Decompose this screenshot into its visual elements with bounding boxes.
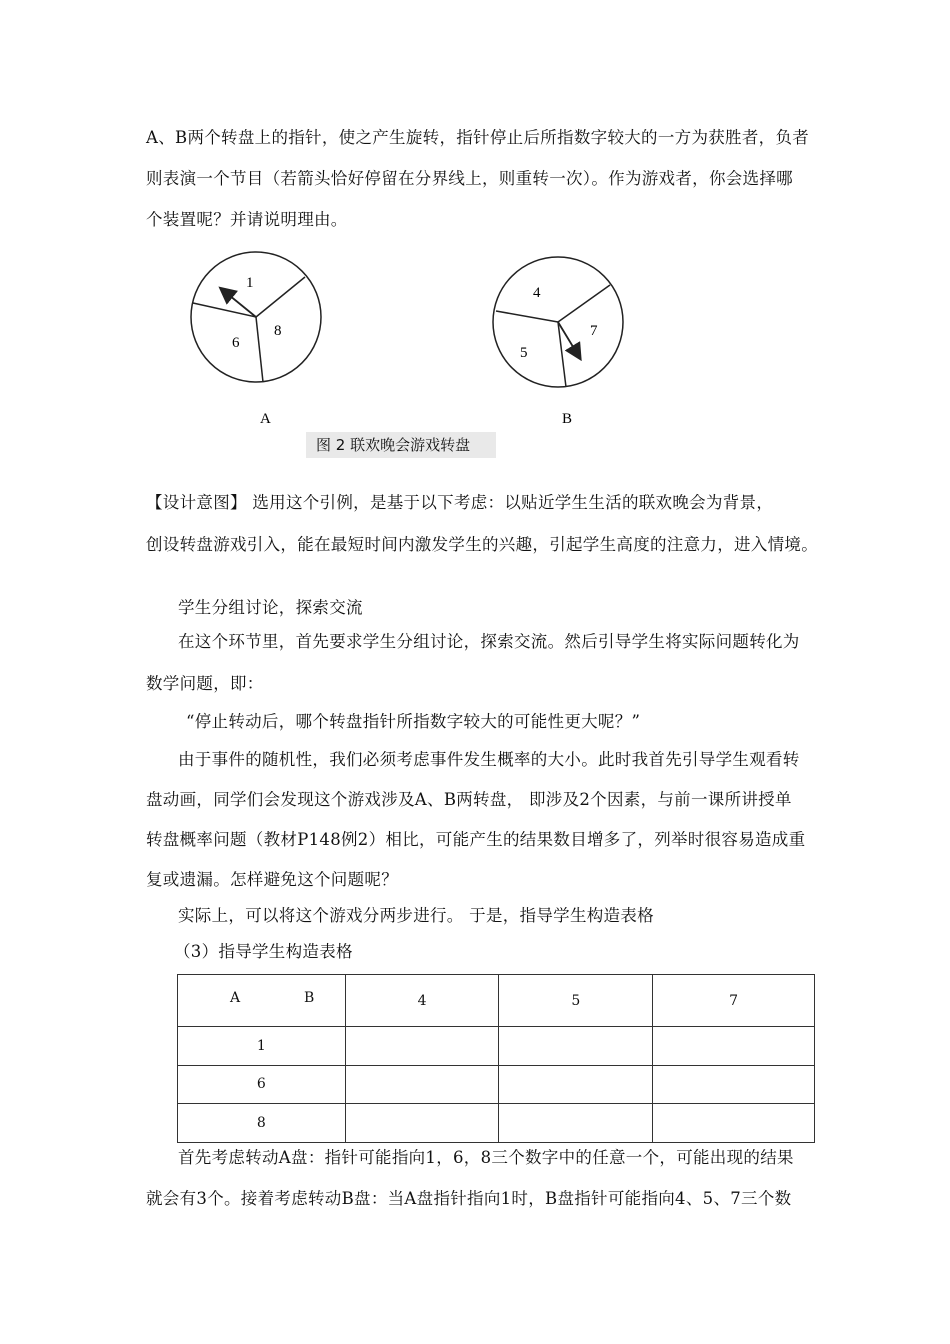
spinner-a-label: A <box>260 411 271 427</box>
table-col-header: 7 <box>653 975 815 1027</box>
table-row-header: 1 <box>178 1027 346 1066</box>
spinner-b-number-5: 5 <box>520 345 528 361</box>
spinner-b-label: B <box>562 411 573 427</box>
table-row-header: 8 <box>178 1104 346 1143</box>
randomness-line-3: 转盘概率问题（教材P148例2）相比，可能产生的结果数目增多了，列举时很容易造成重 <box>146 830 806 849</box>
table-header-row <box>178 975 815 1027</box>
design-line-1: 【设计意图】 选用这个引例，是基于以下考虑：以贴近学生生活的联欢晚会为背景， <box>146 493 774 512</box>
spinner-a-number-1: 1 <box>246 275 254 291</box>
table-corner-a: A <box>230 989 241 1006</box>
table-corner-cell <box>178 975 346 1027</box>
randomness-line-2: 盘动画，同学们会发现这个游戏涉及A、B两转盘， 即涉及2个因素，与前一课所讲授单 <box>146 790 792 809</box>
discussion-line-2: 数学问题，即： <box>146 674 264 693</box>
steps-line: 实际上，可以将这个游戏分两步进行。 于是，指导学生构造表格 <box>178 906 654 925</box>
table-cell <box>345 1027 499 1066</box>
spinner-a-number-8: 8 <box>274 323 282 339</box>
spinner-a <box>191 252 321 427</box>
conclusion-line-2: 就会有3个。接着考虑转动B盘：当A盘指针指向1时，B盘指针可能指向4、5、7三个数 <box>146 1189 792 1208</box>
table-cell <box>653 1104 815 1143</box>
table-cell <box>499 1027 653 1066</box>
spinner-a-number-6: 6 <box>232 335 240 351</box>
table-cell <box>653 1065 815 1104</box>
intro-line-2: 则表演一个节目（若箭头恰好停留在分界线上，则重转一次）。作为游戏者，你会选择哪 <box>146 169 793 188</box>
table-row <box>178 1065 815 1104</box>
design-line-2: 创设转盘游戏引入，能在最短时间内激发学生的兴趣，引起学生高度的注意力，进入情境。 <box>146 535 818 554</box>
section-3-title: （3）指导学生构造表格 <box>174 942 353 961</box>
intro-line-1: A、B两个转盘上的指针，使之产生旋转，指针停止后所指数字较大的一方为获胜者，负者 <box>146 128 810 147</box>
table-cell <box>345 1065 499 1104</box>
table-row <box>178 1027 815 1066</box>
figure-caption: 图 2 联欢晚会游戏转盘 <box>316 436 471 454</box>
table-corner-b: B <box>304 989 315 1006</box>
discussion-line-1: 在这个环节里，首先要求学生分组讨论，探索交流。然后引导学生将实际问题转化为 <box>178 632 800 651</box>
table-cell <box>499 1065 653 1104</box>
randomness-line-1: 由于事件的随机性，我们必须考虑事件发生概率的大小。此时我首先引导学生观看转 <box>178 750 800 769</box>
intro-line-3: 个装置呢？并请说明理由。 <box>146 210 348 229</box>
table-cell <box>345 1104 499 1143</box>
spinner-b-number-4: 4 <box>533 285 541 301</box>
randomness-line-4: 复或遗漏。怎样避免这个问题呢？ <box>146 870 398 889</box>
table-cell <box>653 1027 815 1066</box>
conclusion-line-1: 首先考虑转动A盘：指针可能指向1，6，8三个数字中的任意一个，可能出现的结果 <box>178 1148 794 1167</box>
spinner-b <box>493 257 623 427</box>
table-cell <box>499 1104 653 1143</box>
table-col-header: 5 <box>499 975 653 1027</box>
spinner-b-number-7: 7 <box>590 323 598 339</box>
question-line: “停止转动后，哪个转盘指针所指数字较大的可能性更大呢？” <box>186 712 641 731</box>
table-row-header: 6 <box>178 1065 346 1104</box>
outcome-table <box>177 974 815 1143</box>
table-row <box>178 1104 815 1143</box>
discussion-title: 学生分组讨论，探索交流 <box>178 598 363 617</box>
table-col-header: 4 <box>345 975 499 1027</box>
